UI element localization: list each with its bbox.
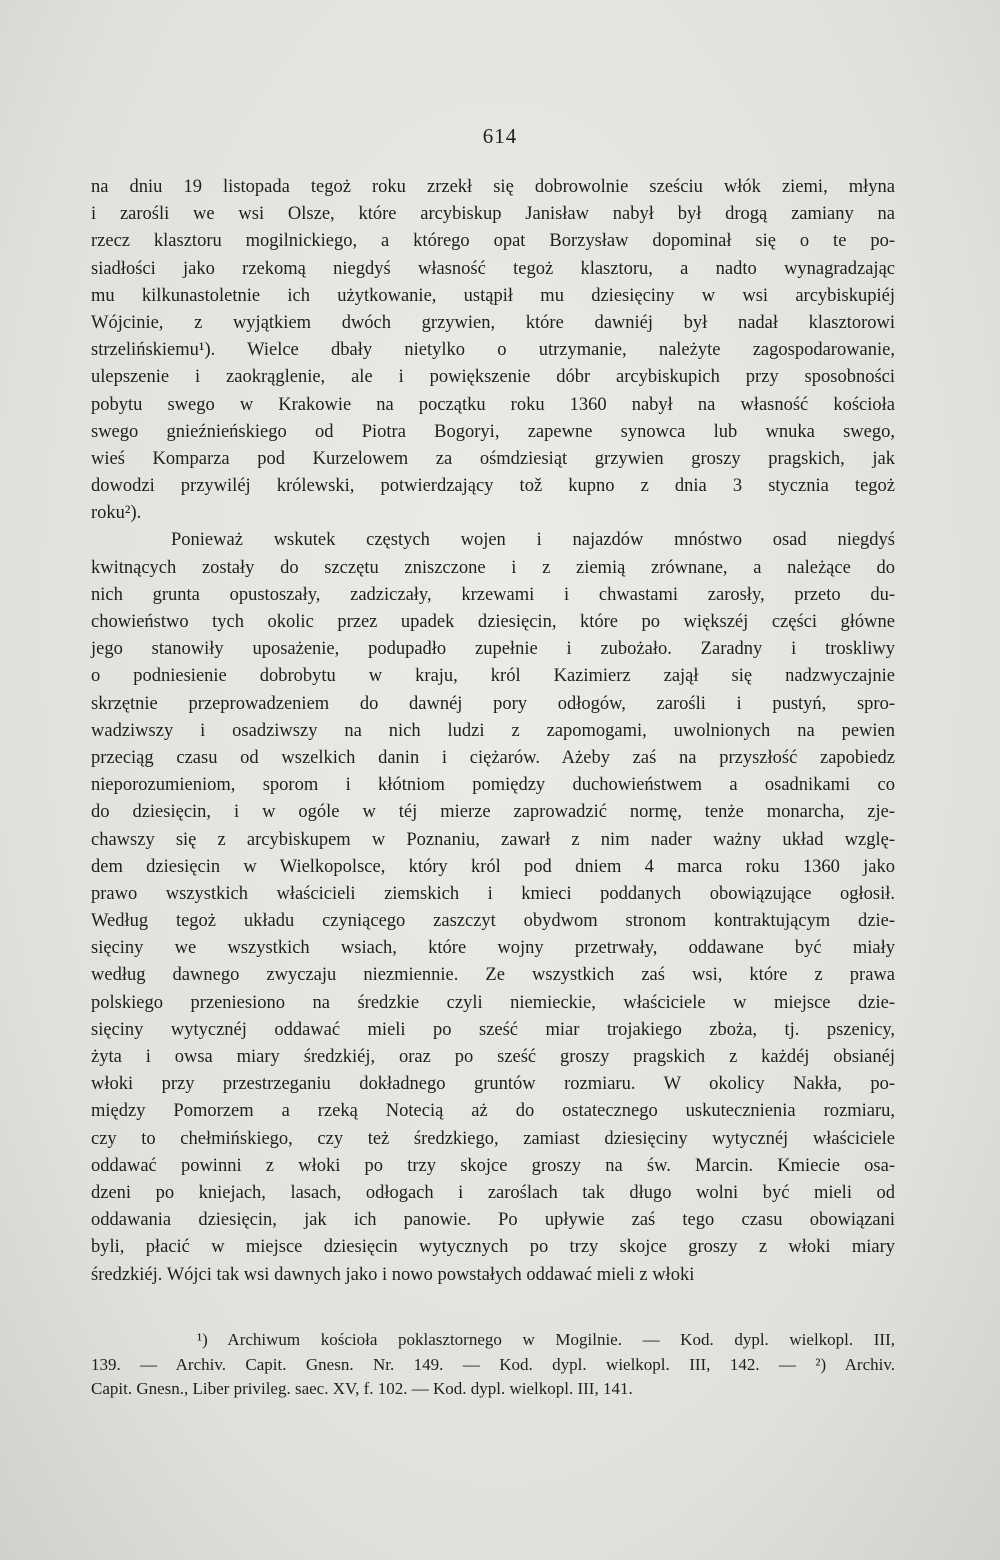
text-line: żyta i owsa miary średzkiéj, oraz po sześć groszy pragskich z każdéj obsianéj	[91, 1047, 895, 1067]
text-line: dowodzi przywiléj królewski, potwierdzający tož kupno z dnia 3 stycznia tegoż	[91, 476, 895, 497]
text-line: mu kilkunastoletnie ich użytkowanie, ustąpił mu dziesięciny w wsi arcybiskupiéj	[91, 285, 895, 306]
text-line: według dawnego zwyczaju niezmiennie. Ze wszystkich zaś wsi, które z prawa	[91, 965, 895, 986]
text-line: oddawania dziesięcin, jak ich panowie. Po upływie zaś tego czasu obowiązani	[91, 1210, 895, 1231]
text-line: rzecz klasztoru mogilnickiego, a którego opat Borzysław dopominał się o te po-	[91, 231, 895, 252]
footnote-line: ¹) Archiwum kościoła poklasztornego w Mogilnie. — Kod. dypl. wielkopl. III,	[197, 1330, 895, 1349]
text-line: pobytu swego w Krakowie na początku roku 1360 nabył na własność kościoła	[91, 394, 895, 415]
footnote-line: Capit. Gnesn., Liber privileg. saec. XV, f. 102. — Kod. dypl. wielkopl. III, 141.	[91, 1379, 633, 1398]
text-line: czy to chełmińskiego, czy też średzkiego, zamiast dziesięciny wytycznéj właściciele	[91, 1128, 895, 1149]
text-line: ulepszenie i zaokrąglenie, ale i powiększenie dóbr arcybiskupich przy sposobności	[91, 367, 895, 388]
text-line: oddawać powinni z włoki po trzy skojce groszy na św. Marcin. Kmiecie osa-	[91, 1155, 895, 1176]
text-line: Wójcinie, z wyjątkiem dwóch grzywien, które dawniéj był nadał klasztorowi	[91, 312, 895, 333]
text-line: byli, płacić w miejsce dziesięcin wytycznych po trzy skojce groszy z włoki miary	[91, 1237, 895, 1258]
text-line: polskiego przeniesiono na średzkie czyli niemieckie, właściciele w miejsce dzie-	[91, 992, 895, 1013]
text-line: skrzętnie przeprowadzeniem do dawnéj pory odłogów, zarośli i pustyń, spro-	[91, 693, 895, 714]
text-line: wieś Komparza pod Kurzelowem za ośmdziesiąt grzywien groszy pragskich, jak	[91, 448, 895, 469]
text-line: chowieństwo tych okolic przez upadek dziesięcin, które po większéj części główne	[91, 612, 895, 632]
text-line: włoki przy przestrzeganiu dokładnego gruntów rozmiaru. W okolicy Nakła, po-	[91, 1074, 895, 1095]
text-line: kwitnących zostały do szczętu zniszczone i z ziemią zrównane, a należące do	[91, 557, 895, 578]
text-line: wadziwszy i osadziwszy na nich ludzi z zapomogami, uwolnionych na pewien	[91, 720, 895, 741]
text-line: swego gnieźnieńskiego od Piotra Bogoryi, zapewne synowca lub wnuka swego,	[91, 421, 895, 442]
text-line: Według tegoż układu czyniącego zaszczyt obydwom stronom kontraktującym dzie-	[91, 911, 895, 932]
body-text	[91, 174, 895, 1289]
text-line: średzkiéj. Wójci tak wsi dawnych jako i nowo powstałych oddawać mieli z włoki	[91, 1264, 695, 1285]
text-line: sięciny wytycznéj oddawać mieli po sześć miar trojakiego zboża, tj. pszenicy,	[91, 1019, 895, 1040]
footnotes	[91, 1328, 895, 1402]
page-number: 614	[482, 124, 518, 148]
text-line: i zarośli we wsi Olsze, które arcybiskup Janisław nabył był drogą zamiany na	[91, 204, 895, 225]
text-line: przeciąg czasu od wszelkich danin i ciężarów. Ażeby zaś na przyszłość zapobiedz	[91, 747, 895, 768]
text-line: chawszy się z arcybiskupem w Poznaniu, zawarł z nim nader ważny układ wzglę-	[91, 829, 895, 850]
text-line: dem dziesięcin w Wielkopolsce, który król pod dniem 4 marca roku 1360 jako	[91, 856, 895, 877]
text-line: siadłości jako rzekomą niegdyś własność tegoż klasztoru, a nadto wynagradzając	[91, 258, 895, 279]
text-line: Ponieważ wskutek częstych wojen i najazdów mnóstwo osad niegdyś	[171, 530, 895, 551]
text-line: sięciny we wszystkich wsiach, które wojny przetrwały, oddawane być miały	[91, 938, 895, 959]
text-line: do dziesięcin, i w ogóle w téj mierze zaprowadzić normę, tenże monarcha, zje-	[91, 802, 895, 823]
text-line: między Pomorzem a rzeką Notecią aż do ostatecznego uskutecznienia rozmiaru,	[91, 1101, 895, 1122]
text-line: jego stanowiły uposażenie, podupadło zupełnie i zubożało. Zaradny i troskliwy	[91, 639, 895, 660]
footnote-line: 139. — Archiv. Capit. Gnesn. Nr. 149. — Kod. dypl. wielkopl. III, 142. — ²) Archiv.	[91, 1354, 895, 1374]
text-line: o podniesienie dobrobytu w kraju, król Kazimierz zajął się nadzwyczajnie	[91, 666, 895, 687]
text-line: na dniu 19 listopada tegoż roku zrzekł się dobrowolnie sześciu włók ziemi, młyna	[91, 177, 895, 197]
text-line: strzelińskiemu¹). Wielce dbały nietylko o utrzymanie, należyte zagospodarowanie,	[91, 340, 895, 361]
text-line: dzeni po kniejach, lasach, odłogach i zaroślach tak długo wolni być mieli od	[91, 1182, 895, 1203]
text-line: prawo wszystkich właścicieli ziemskich i kmieci poddanych obowiązujące ogłosił.	[91, 883, 895, 904]
text-line: nieporozumieniom, sporom i kłótniom pomiędzy duchowieństwem a osadnikami co	[91, 775, 895, 796]
text-line: roku²).	[91, 503, 142, 524]
text-line: nich grunta opustoszały, zadziczały, krzewami i chwastami zarosły, przeto du-	[91, 584, 895, 605]
